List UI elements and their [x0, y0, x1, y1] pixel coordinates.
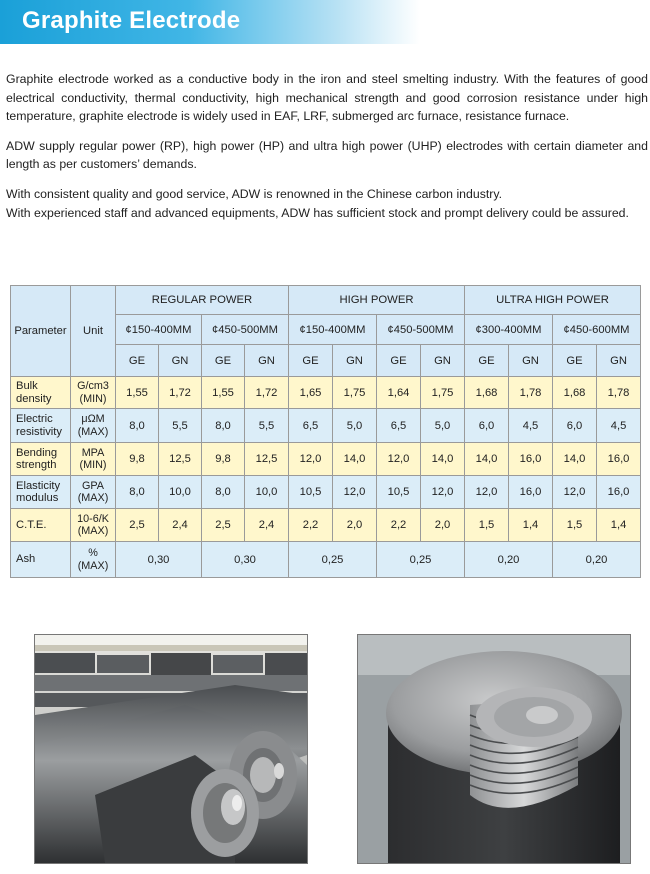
diameter-header: ¢450-500MM: [202, 315, 289, 345]
value-cell: 0,30: [116, 542, 202, 578]
value-cell: 1,78: [597, 377, 641, 409]
unit-line1: 10-6/K: [77, 512, 109, 525]
parameter-unit: [71, 443, 116, 476]
unit-line2: (MIN): [79, 392, 107, 405]
value-cell: 2,5: [202, 509, 245, 542]
specification-table: [10, 285, 641, 578]
value-cell: 2,0: [421, 509, 465, 542]
parameter-name-line1: C.T.E.: [16, 518, 47, 531]
value-cell: 1,5: [465, 509, 509, 542]
value-cell: 4,5: [597, 409, 641, 443]
unit-line1: G/cm3: [77, 380, 109, 392]
value-cell: 1,4: [509, 509, 553, 542]
value-cell: 1,72: [245, 377, 289, 409]
unit-line2: (MAX): [77, 492, 109, 504]
grade-header: GN: [509, 345, 553, 377]
grade-header: GN: [333, 345, 377, 377]
value-cell: 0,30: [202, 542, 289, 578]
grade-header: GE: [377, 345, 421, 377]
grade-header: GN: [245, 345, 289, 377]
parameter-unit: [71, 409, 116, 443]
value-cell: 8,0: [116, 409, 159, 443]
group-ultra-high-power: ULTRA HIGH POWER: [465, 286, 641, 315]
value-cell: 0,20: [553, 542, 641, 578]
diameter-header: ¢450-600MM: [553, 315, 641, 345]
table-header-row: [11, 286, 641, 315]
diameter-header: ¢450-500MM: [377, 315, 465, 345]
page-title: Graphite Electrode: [22, 7, 241, 34]
parameter-name: [11, 443, 71, 476]
value-cell: 12,5: [159, 443, 202, 476]
parameter-name: [11, 476, 71, 509]
value-cell: 5,0: [421, 409, 465, 443]
value-cell: 9,8: [202, 443, 245, 476]
value-cell: 1,68: [465, 377, 509, 409]
header-unit: Unit: [71, 286, 116, 377]
value-cell: 10,0: [245, 476, 289, 509]
value-cell: 16,0: [597, 476, 641, 509]
value-cell: 12,5: [245, 443, 289, 476]
group-regular-power: REGULAR POWER: [116, 286, 289, 315]
value-cell: 12,0: [553, 476, 597, 509]
value-cell: 1,64: [377, 377, 421, 409]
value-cell: 0,25: [289, 542, 377, 578]
value-cell: 12,0: [465, 476, 509, 509]
value-cell: 2,2: [289, 509, 333, 542]
unit-line2: (MAX): [77, 425, 109, 438]
value-cell: 1,78: [509, 377, 553, 409]
grade-header: GN: [159, 345, 202, 377]
table-row: [11, 377, 641, 409]
group-high-power: HIGH POWER: [289, 286, 465, 315]
value-cell: 5,5: [245, 409, 289, 443]
value-cell: 6,0: [553, 409, 597, 443]
table-row-ash: [11, 542, 641, 578]
intro-paragraph-3: With consistent quality and good service, ADW is renowned in the Chinese carbon industry.: [6, 186, 503, 201]
value-cell: 1,72: [159, 377, 202, 409]
table-row: [11, 443, 641, 476]
value-cell: 1,75: [333, 377, 377, 409]
grade-header: GE: [465, 345, 509, 377]
value-cell: 1,5: [553, 509, 597, 542]
parameter-name-line1: Elasticity: [16, 479, 61, 492]
parameter-name: [11, 509, 71, 542]
value-cell: 2,4: [159, 509, 202, 542]
grade-header: GN: [421, 345, 465, 377]
value-cell: 0,25: [377, 542, 465, 578]
parameter-name: Ash: [11, 542, 71, 578]
unit-line2: (MAX): [77, 559, 109, 572]
grade-header: GE: [289, 345, 333, 377]
value-cell: 1,65: [289, 377, 333, 409]
value-cell: 10,5: [377, 476, 421, 509]
value-cell: 5,5: [159, 409, 202, 443]
intro-text: [6, 70, 648, 222]
value-cell: 2,5: [116, 509, 159, 542]
value-cell: 12,0: [421, 476, 465, 509]
unit-line1: %: [88, 547, 98, 559]
value-cell: 16,0: [509, 443, 553, 476]
value-cell: 14,0: [421, 443, 465, 476]
value-cell: 6,5: [289, 409, 333, 443]
value-cell: 8,0: [202, 409, 245, 443]
value-cell: 12,0: [289, 443, 333, 476]
value-cell: 10,5: [289, 476, 333, 509]
unit-line1: MPA: [81, 446, 105, 459]
parameter-unit: [71, 476, 116, 509]
value-cell: 10,0: [159, 476, 202, 509]
unit-line2: (MIN): [79, 459, 107, 471]
header-parameter: Parameter: [11, 286, 71, 377]
table-row: [11, 509, 641, 542]
intro-paragraph-2: ADW supply regular power (RP), high power (HP) and ultra high power (UHP) electrodes with certain diameter and length as per customers’ demands.: [6, 138, 648, 172]
photo-graphite-electrodes-stack: [34, 634, 308, 864]
value-cell: 2,0: [333, 509, 377, 542]
value-cell: 14,0: [333, 443, 377, 476]
value-cell: 8,0: [202, 476, 245, 509]
parameter-name: [11, 409, 71, 443]
table-row: [11, 409, 641, 443]
parameter-unit: [71, 542, 116, 578]
intro-paragraph-4: With experienced staff and advanced equipments, ADW has sufficient stock and prompt delivery could be assured.: [6, 205, 629, 220]
parameter-name-line2: density: [16, 392, 52, 405]
unit-line1: GPA: [82, 479, 104, 492]
value-cell: 6,0: [465, 409, 509, 443]
unit-line1: μΩM: [81, 413, 105, 425]
value-cell: 12,0: [333, 476, 377, 509]
photo-graphite-electrode-nipple: [357, 634, 631, 864]
parameter-unit: [71, 377, 116, 409]
value-cell: 1,68: [553, 377, 597, 409]
value-cell: 9,8: [116, 443, 159, 476]
diameter-header: ¢300-400MM: [465, 315, 553, 345]
value-cell: 1,55: [202, 377, 245, 409]
diameter-header: ¢150-400MM: [116, 315, 202, 345]
parameter-name-line1: Bending: [16, 446, 58, 459]
parameter-name-line2: strength: [16, 459, 57, 471]
parameter-name: [11, 377, 71, 409]
parameter-name-line2: modulus: [16, 492, 59, 504]
unit-line2: (MAX): [77, 525, 109, 537]
value-cell: 1,4: [597, 509, 641, 542]
intro-paragraph-1: Graphite electrode worked as a conductive body in the iron and steel smelting industry. With the features of good electrical conductivity, thermal conductivity, high mechanical strength and good corrosion resistance under high temperature, graphite electrode is widely used in EAF, LRF, submerged arc furnace, resistance furnace.: [6, 72, 648, 124]
value-cell: 5,0: [333, 409, 377, 443]
table-row: [11, 476, 641, 509]
value-cell: 4,5: [509, 409, 553, 443]
parameter-name-line1: Bulk: [16, 380, 38, 392]
parameter-name-line2: resistivity: [16, 425, 62, 438]
value-cell: 16,0: [509, 476, 553, 509]
value-cell: 1,75: [421, 377, 465, 409]
value-cell: 16,0: [597, 443, 641, 476]
value-cell: 14,0: [553, 443, 597, 476]
grade-header: GN: [597, 345, 641, 377]
value-cell: 1,55: [116, 377, 159, 409]
parameter-unit: [71, 509, 116, 542]
grade-header: GE: [553, 345, 597, 377]
grade-header: GE: [202, 345, 245, 377]
value-cell: 14,0: [465, 443, 509, 476]
diameter-header: ¢150-400MM: [289, 315, 377, 345]
grade-header: GE: [116, 345, 159, 377]
value-cell: 8,0: [116, 476, 159, 509]
value-cell: 2,2: [377, 509, 421, 542]
value-cell: 6,5: [377, 409, 421, 443]
value-cell: 12,0: [377, 443, 421, 476]
value-cell: 0,20: [465, 542, 553, 578]
parameter-name-line1: Electric: [16, 413, 53, 425]
value-cell: 2,4: [245, 509, 289, 542]
